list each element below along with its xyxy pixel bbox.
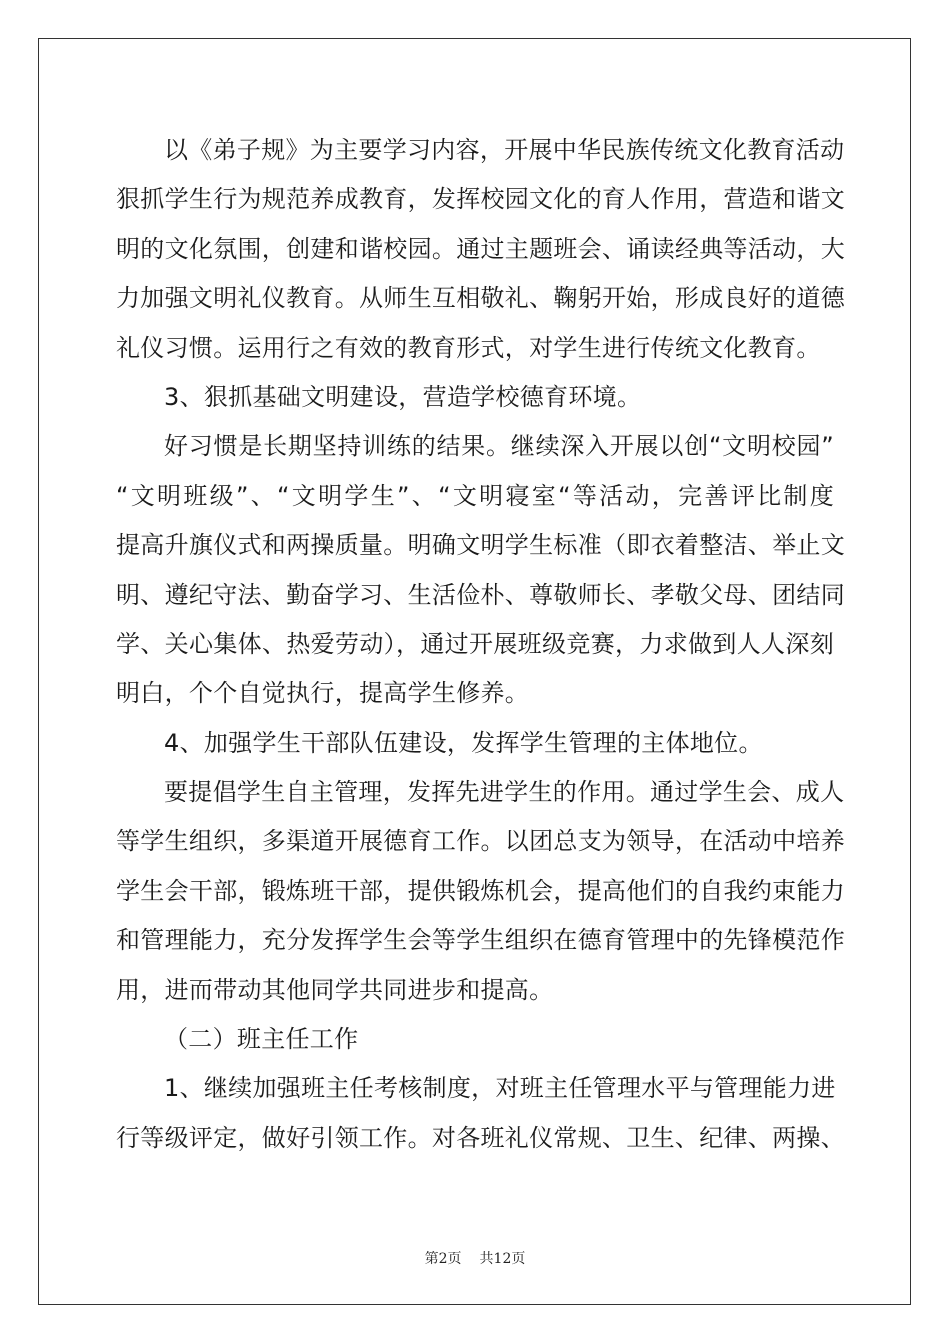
text-line: 礼仪习惯。运用行之有效的教育形式，对学生进行传统文化教育。 [116,333,821,362]
text-line: 好习惯是长期坚持训练的结果。继续深入开展以创“文明校园” [164,432,834,461]
document-body [116,126,845,1163]
text-line: 要提倡学生自主管理，发挥先进学生的作用。通过学生会、成人 [164,778,845,807]
page-total: 共12页 [479,1251,526,1267]
text-line: 用，进而带动其他同学共同进步和提高。 [116,975,554,1004]
text-line: 明、遵纪守法、勤奋学习、生活俭朴、尊敬师长、孝敬父母、团结同 [116,580,845,609]
text-line: 学、关心集体、热爱劳动），通过开展班级竞赛，力求做到人人深刻 [116,629,834,658]
text-line: 提高升旗仪式和两操质量。明确文明学生标准（即衣着整洁、举止文 [116,531,845,560]
page-number: 第2页 [424,1251,462,1267]
text-line: 学生会干部，锻炼班干部，提供锻炼机会，提高他们的自我约束能力 [116,876,845,905]
text-line: 1、继续加强班主任考核制度，对班主任管理水平与管理能力进 [164,1074,836,1103]
text-line: 明白，个个自觉执行，提高学生修养。 [116,679,530,708]
text-line: 力加强文明礼仪教育。从师生互相敬礼、鞠躬开始，形成良好的道德 [116,284,845,313]
text-line: 明的文化氛围，创建和谐校园。通过主题班会、诵读经典等活动，大 [116,234,845,263]
section-heading: 4、加强学生干部队伍建设，发挥学生管理的主体地位。 [164,728,763,757]
text-line: 以《弟子规》为主要学习内容，开展中华民族传统文化教育活动 [164,136,845,164]
text-line: 和管理能力，充分发挥学生会等学生组织在德育管理中的先锋模范作 [116,926,845,955]
section-heading: 3、狠抓基础文明建设，营造学校德育环境。 [164,382,642,411]
text-line: 等学生组织，多渠道开展德育工作。以团总支为领导，在活动中培养 [116,827,845,856]
page-footer [0,1248,950,1268]
text-line: “文明班级”、“文明学生”、“文明寝室“等活动，完善评比制度 [116,481,834,510]
section-heading: （二）班主任工作 [164,1025,359,1054]
text-line: 行等级评定，做好引领工作。对各班礼仪常规、卫生、纪律、两操、 [116,1123,845,1152]
text-line: 狠抓学生行为规范养成教育，发挥校园文化的育人作用，营造和谐文 [116,185,845,214]
